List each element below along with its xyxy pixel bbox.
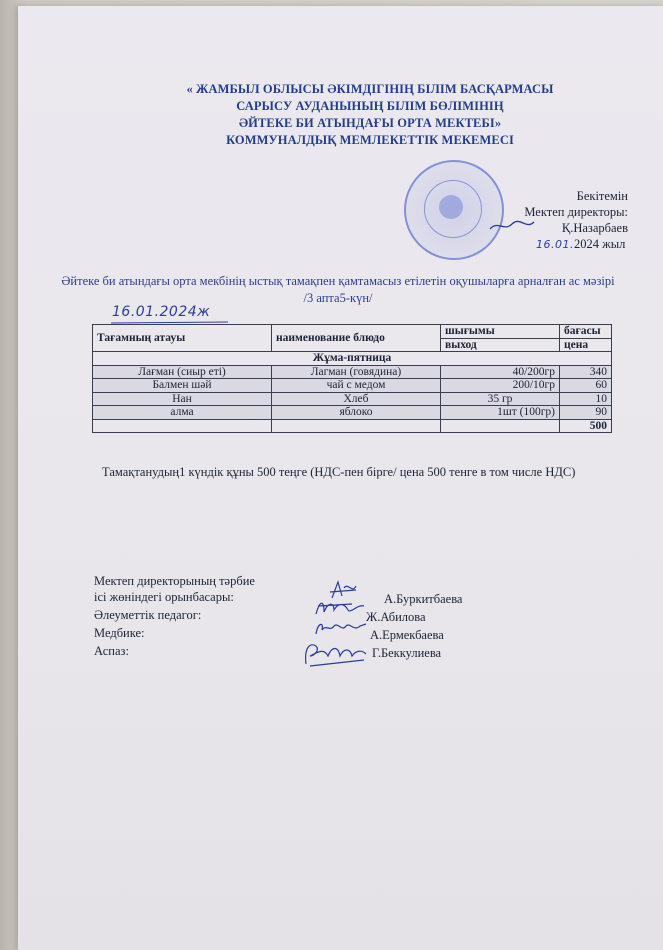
header-yield-kz: шығымы xyxy=(441,325,560,339)
row-yield: 200/10гр xyxy=(441,379,560,393)
signatory-name-4: Г.Беккулиева xyxy=(372,646,442,660)
day-label: Жұма-пятница xyxy=(93,352,612,366)
row-yield: 35 гр xyxy=(441,392,560,406)
empty-cell xyxy=(441,419,560,433)
row-price: 340 xyxy=(560,365,612,379)
signatory-role-3: Медбике: xyxy=(94,626,145,640)
total-price: 500 xyxy=(560,419,612,433)
row-name-kz: Лағман (сиыр еті) xyxy=(93,365,272,379)
empty-cell xyxy=(272,419,441,433)
table-header-row xyxy=(93,325,612,339)
row-name-ru: Хлеб xyxy=(272,392,441,406)
approval-line-2: Мектеп директоры: xyxy=(524,205,628,219)
approval-line-4 xyxy=(536,237,625,252)
row-price: 10 xyxy=(560,392,612,406)
header-line-4: КОММУНАЛДЫҚ МЕМЛЕКЕТТІК МЕКЕМЕСІ xyxy=(226,133,514,147)
row-price: 60 xyxy=(560,379,612,393)
header-name-ru: наименование блюдо xyxy=(272,325,441,352)
signatory-role-1a: Мектеп директорының тәрбие xyxy=(94,574,255,588)
header-name-kz: Тағамның атауы xyxy=(93,325,272,352)
row-name-ru: яблоко xyxy=(272,406,441,420)
table-row xyxy=(93,365,612,379)
official-seal-icon xyxy=(404,160,504,260)
signature-4-icon xyxy=(300,638,370,670)
table-day-row xyxy=(93,352,612,366)
menu-table xyxy=(92,324,612,433)
table-row xyxy=(93,379,612,393)
row-name-ru: чай с медом xyxy=(272,379,441,393)
approval-line-1: Бекітемін xyxy=(576,189,628,203)
total-cost-note: Тамақтанудың1 күндік құны 500 теңге (НДС-пен бірге/ цена 500 тенге в том числе НДС) xyxy=(102,465,576,479)
row-name-kz: алма xyxy=(93,406,272,420)
row-name-kz: Балмен шәй xyxy=(93,379,272,393)
signatory-role-1b: ісі жөніндегі орынбасары: xyxy=(94,590,234,604)
header-line-2: САРЫСУ АУДАНЫНЫҢ БІЛІМ БӨЛІМІНІҢ xyxy=(236,99,504,113)
row-name-kz: Нан xyxy=(93,392,272,406)
signatory-role-2: Әлеуметтік педагог: xyxy=(94,608,202,622)
approval-date-handwritten: 16.01. xyxy=(536,238,574,251)
row-name-ru: Лагман (говядина) xyxy=(272,365,441,379)
signature-2-icon xyxy=(312,596,366,620)
signatory-name-1: А.Буркитбаева xyxy=(384,592,463,606)
header-line-1: « ЖАМБЫЛ ОБЛЫСЫ ӘКІМДІГІНІҢ БІЛІМ БАСҚАРМАСЫ xyxy=(186,82,554,96)
empty-cell xyxy=(93,419,272,433)
table-total-row xyxy=(93,419,612,433)
header-yield-ru: выход xyxy=(441,338,560,352)
table-row xyxy=(93,406,612,420)
signatory-role-4: Аспаз: xyxy=(94,644,129,658)
row-yield: 40/200гр xyxy=(441,365,560,379)
row-price: 90 xyxy=(560,406,612,420)
header-line-3: ӘЙТЕКЕ БИ АТЫНДАҒЫ ОРТА МЕКТЕБІ» xyxy=(238,116,502,130)
approval-line-3: Қ.Назарбаев xyxy=(561,221,628,235)
table-row xyxy=(93,392,612,406)
approval-year: 2024 жыл xyxy=(574,237,626,251)
director-signature-icon xyxy=(488,218,536,234)
signatory-name-3: А.Ермекбаева xyxy=(370,628,444,642)
handwritten-date: 16.01.2024ж xyxy=(112,304,211,320)
signatory-name-2: Ж.Абилова xyxy=(366,610,426,624)
row-yield: 1шт (100гр) xyxy=(441,406,560,420)
signature-3-icon xyxy=(312,618,368,640)
header-price-ru: цена xyxy=(560,338,612,352)
menu-title: Әйтеке би атындағы орта мекбінің ыстық тамақпен қамтамасыз етілетін оқушыларға арналған ас мәзірі /3 апта5-күн/ xyxy=(61,274,615,305)
header-price-kz: бағасы xyxy=(560,325,612,339)
